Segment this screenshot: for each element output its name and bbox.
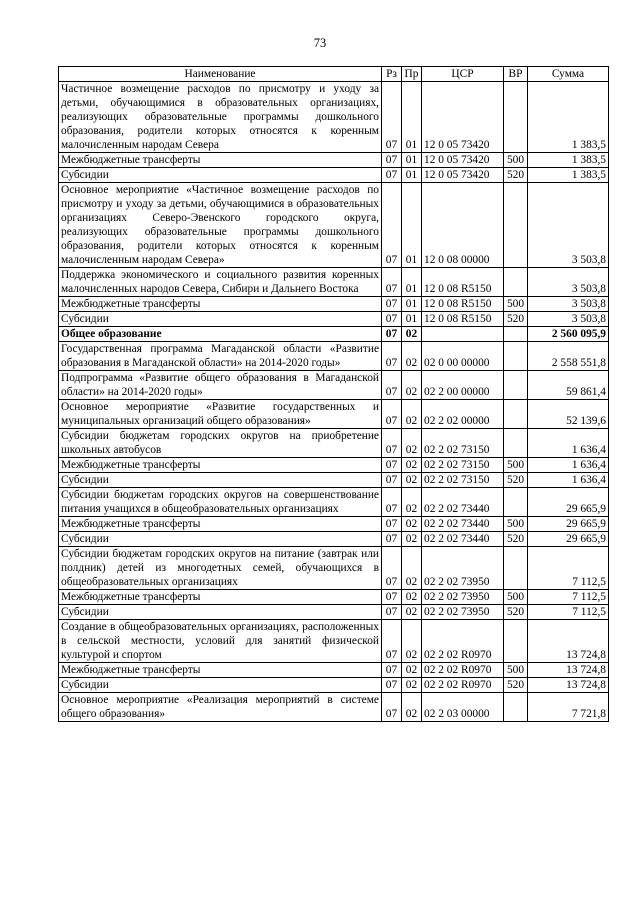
cell-pr: 02 — [402, 488, 422, 517]
cell-vr — [504, 400, 528, 429]
cell-sum: 1 383,5 — [528, 82, 609, 153]
cell-sum: 29 665,9 — [528, 517, 609, 532]
cell-csr: 02 2 02 73440 — [422, 532, 504, 547]
table-row — [59, 663, 609, 678]
cell-csr: 02 2 02 73150 — [422, 473, 504, 488]
cell-rz: 07 — [382, 327, 402, 342]
cell-vr: 500 — [504, 590, 528, 605]
header-pr: Пр — [402, 67, 422, 82]
table-row — [59, 268, 609, 297]
table-body — [59, 82, 609, 722]
cell-name: Основное мероприятие «Развитие государственных и муниципальных организаций общего образования» — [59, 400, 382, 429]
cell-rz: 07 — [382, 663, 402, 678]
cell-csr — [422, 327, 504, 342]
cell-rz: 07 — [382, 371, 402, 400]
cell-csr: 12 0 05 73420 — [422, 168, 504, 183]
cell-csr: 02 2 02 73950 — [422, 605, 504, 620]
cell-vr: 500 — [504, 297, 528, 312]
table-row — [59, 297, 609, 312]
cell-sum: 3 503,8 — [528, 268, 609, 297]
cell-vr — [504, 620, 528, 663]
cell-pr: 02 — [402, 678, 422, 693]
cell-csr: 02 2 02 73950 — [422, 590, 504, 605]
cell-rz: 07 — [382, 620, 402, 663]
cell-rz: 07 — [382, 590, 402, 605]
header-row — [59, 67, 609, 82]
cell-sum: 13 724,8 — [528, 663, 609, 678]
cell-pr: 02 — [402, 429, 422, 458]
cell-pr: 01 — [402, 268, 422, 297]
cell-rz: 07 — [382, 342, 402, 371]
cell-vr: 520 — [504, 532, 528, 547]
cell-vr — [504, 488, 528, 517]
cell-pr: 01 — [402, 183, 422, 268]
cell-pr: 02 — [402, 400, 422, 429]
cell-name: Создание в общеобразовательных организациях, расположенных в сельской местности, условий для занятий физической культурой и спортом — [59, 620, 382, 663]
cell-sum: 7 112,5 — [528, 605, 609, 620]
cell-vr: 520 — [504, 605, 528, 620]
cell-pr: 01 — [402, 82, 422, 153]
cell-name: Общее образование — [59, 327, 382, 342]
table-row — [59, 473, 609, 488]
cell-pr: 02 — [402, 590, 422, 605]
cell-rz: 07 — [382, 297, 402, 312]
header-vr: ВР — [504, 67, 528, 82]
table-row — [59, 488, 609, 517]
cell-pr: 01 — [402, 312, 422, 327]
cell-vr: 520 — [504, 678, 528, 693]
cell-csr: 02 2 02 73150 — [422, 429, 504, 458]
cell-rz: 07 — [382, 153, 402, 168]
cell-name: Основное мероприятие «Частичное возмещение расходов по присмотру и уходу за детьми, обучающимися в образовательных организациях Северо-Эвенского городского округа, реализующих образовательные программы дошкольного образования, родители которых относятся к коренным малочисленным народам Севера» — [59, 183, 382, 268]
cell-name: Государственная программа Магаданской области «Развитие образования в Магаданской области» на 2014-2020 годы» — [59, 342, 382, 371]
cell-rz: 07 — [382, 183, 402, 268]
cell-name: Межбюджетные трансферты — [59, 590, 382, 605]
table-row — [59, 168, 609, 183]
cell-sum: 2 558 551,8 — [528, 342, 609, 371]
table-row — [59, 82, 609, 153]
table-row — [59, 547, 609, 590]
cell-name: Межбюджетные трансферты — [59, 153, 382, 168]
cell-csr: 02 2 02 73440 — [422, 517, 504, 532]
cell-rz: 07 — [382, 605, 402, 620]
cell-name: Подпрограмма «Развитие общего образования в Магаданской области» на 2014-2020 годы» — [59, 371, 382, 400]
cell-pr: 02 — [402, 663, 422, 678]
cell-csr: 12 0 08 R5150 — [422, 268, 504, 297]
cell-pr: 01 — [402, 297, 422, 312]
table-row — [59, 312, 609, 327]
cell-csr: 12 0 08 R5150 — [422, 312, 504, 327]
cell-sum: 1 636,4 — [528, 458, 609, 473]
cell-csr: 02 0 00 00000 — [422, 342, 504, 371]
cell-rz: 07 — [382, 268, 402, 297]
cell-csr: 12 0 05 73420 — [422, 82, 504, 153]
header-name: Наименование — [59, 67, 382, 82]
cell-name: Субсидии бюджетам городских округов на питание (завтрак или полдник) детей из многодетных семей, обучающихся в общеобразовательных организациях — [59, 547, 382, 590]
cell-rz: 07 — [382, 488, 402, 517]
table-row — [59, 183, 609, 268]
cell-sum: 13 724,8 — [528, 620, 609, 663]
table-row — [59, 429, 609, 458]
cell-sum: 1 383,5 — [528, 168, 609, 183]
table-row — [59, 153, 609, 168]
table-row — [59, 693, 609, 722]
cell-csr: 02 2 03 00000 — [422, 693, 504, 722]
cell-pr: 02 — [402, 693, 422, 722]
cell-vr: 500 — [504, 663, 528, 678]
cell-sum: 7 112,5 — [528, 547, 609, 590]
cell-name: Межбюджетные трансферты — [59, 663, 382, 678]
cell-csr: 02 2 02 R0970 — [422, 663, 504, 678]
cell-csr: 02 2 02 00000 — [422, 400, 504, 429]
page-number: 73 — [313, 36, 327, 50]
table-row — [59, 605, 609, 620]
table-row — [59, 620, 609, 663]
header-sum: Сумма — [528, 67, 609, 82]
cell-name: Субсидии бюджетам городских округов на приобретение школьных автобусов — [59, 429, 382, 458]
cell-vr: 500 — [504, 458, 528, 473]
cell-rz: 07 — [382, 517, 402, 532]
cell-rz: 07 — [382, 312, 402, 327]
cell-name: Субсидии — [59, 473, 382, 488]
cell-pr: 02 — [402, 342, 422, 371]
cell-csr: 02 2 02 73150 — [422, 458, 504, 473]
cell-name: Межбюджетные трансферты — [59, 517, 382, 532]
cell-name: Основное мероприятие «Реализация мероприятий в системе общего образования» — [59, 693, 382, 722]
cell-vr — [504, 693, 528, 722]
table-row — [59, 371, 609, 400]
cell-pr: 02 — [402, 605, 422, 620]
cell-rz: 07 — [382, 458, 402, 473]
table-row — [59, 400, 609, 429]
table-row — [59, 678, 609, 693]
cell-sum: 52 139,6 — [528, 400, 609, 429]
cell-sum: 29 665,9 — [528, 488, 609, 517]
cell-pr: 02 — [402, 532, 422, 547]
header-csr: ЦСР — [422, 67, 504, 82]
cell-sum: 2 560 095,9 — [528, 327, 609, 342]
cell-vr — [504, 327, 528, 342]
cell-sum: 3 503,8 — [528, 297, 609, 312]
cell-pr: 02 — [402, 458, 422, 473]
cell-csr: 02 2 02 R0970 — [422, 678, 504, 693]
cell-csr: 12 0 08 00000 — [422, 183, 504, 268]
cell-sum: 29 665,9 — [528, 532, 609, 547]
cell-vr: 500 — [504, 153, 528, 168]
cell-rz: 07 — [382, 547, 402, 590]
cell-pr: 01 — [402, 153, 422, 168]
cell-rz: 07 — [382, 168, 402, 183]
cell-rz: 07 — [382, 400, 402, 429]
cell-csr: 02 2 02 73440 — [422, 488, 504, 517]
cell-name: Субсидии — [59, 312, 382, 327]
cell-name: Поддержка экономического и социального развития коренных малочисленных народов Севера, Сибири и Дальнего Востока — [59, 268, 382, 297]
cell-csr: 02 2 02 R0970 — [422, 620, 504, 663]
table-row — [59, 327, 609, 342]
cell-vr — [504, 429, 528, 458]
cell-rz: 07 — [382, 693, 402, 722]
cell-vr — [504, 82, 528, 153]
cell-sum: 1 636,4 — [528, 473, 609, 488]
cell-csr: 02 2 00 00000 — [422, 371, 504, 400]
cell-rz: 07 — [382, 473, 402, 488]
cell-name: Межбюджетные трансферты — [59, 297, 382, 312]
cell-vr — [504, 268, 528, 297]
cell-pr: 02 — [402, 517, 422, 532]
cell-pr: 02 — [402, 473, 422, 488]
cell-pr: 02 — [402, 547, 422, 590]
cell-csr: 12 0 08 R5150 — [422, 297, 504, 312]
cell-vr — [504, 371, 528, 400]
cell-sum: 3 503,8 — [528, 183, 609, 268]
cell-pr: 02 — [402, 620, 422, 663]
cell-csr: 12 0 05 73420 — [422, 153, 504, 168]
cell-rz: 07 — [382, 532, 402, 547]
table-row — [59, 342, 609, 371]
cell-vr: 520 — [504, 312, 528, 327]
cell-name: Субсидии бюджетам городских округов на совершенствование питания учащихся в общеобразовательных организациях — [59, 488, 382, 517]
cell-vr: 520 — [504, 168, 528, 183]
cell-sum: 59 861,4 — [528, 371, 609, 400]
header-rz: Рз — [382, 67, 402, 82]
cell-sum: 3 503,8 — [528, 312, 609, 327]
cell-vr: 500 — [504, 517, 528, 532]
cell-name: Субсидии — [59, 605, 382, 620]
table-row — [59, 532, 609, 547]
cell-vr — [504, 183, 528, 268]
budget-table — [58, 66, 609, 722]
cell-pr: 02 — [402, 371, 422, 400]
cell-vr — [504, 547, 528, 590]
cell-sum: 7 721,8 — [528, 693, 609, 722]
cell-rz: 07 — [382, 429, 402, 458]
cell-name: Субсидии — [59, 168, 382, 183]
table-row — [59, 458, 609, 473]
table-row — [59, 517, 609, 532]
cell-csr: 02 2 02 73950 — [422, 547, 504, 590]
cell-rz: 07 — [382, 82, 402, 153]
cell-vr — [504, 342, 528, 371]
cell-pr: 01 — [402, 168, 422, 183]
cell-vr: 520 — [504, 473, 528, 488]
cell-name: Частичное возмещение расходов по присмотру и уходу за детьми, обучающимися в образовательных организациях, реализующих образовательные программы дошкольного образования, родители которых относятся к коренным малочисленным народам Севера — [59, 82, 382, 153]
cell-name: Субсидии — [59, 532, 382, 547]
cell-sum: 1 636,4 — [528, 429, 609, 458]
cell-sum: 7 112,5 — [528, 590, 609, 605]
cell-sum: 13 724,8 — [528, 678, 609, 693]
cell-pr: 02 — [402, 327, 422, 342]
cell-name: Субсидии — [59, 678, 382, 693]
cell-name: Межбюджетные трансферты — [59, 458, 382, 473]
cell-sum: 1 383,5 — [528, 153, 609, 168]
table-row — [59, 590, 609, 605]
cell-rz: 07 — [382, 678, 402, 693]
